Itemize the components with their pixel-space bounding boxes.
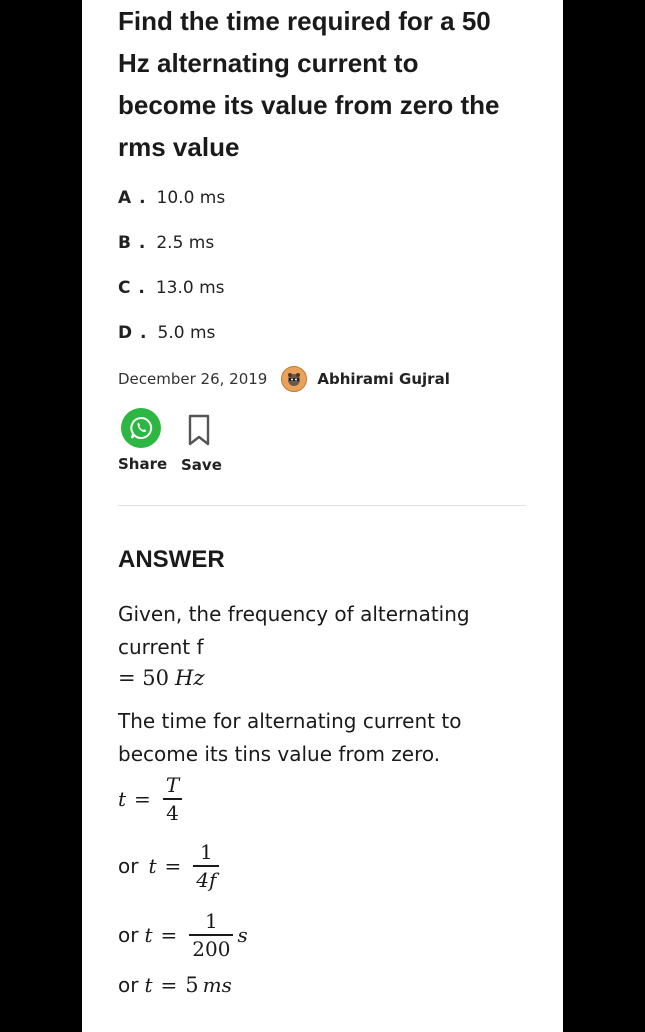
fraction (193, 839, 219, 893)
given-equation (118, 666, 204, 690)
var-t: t (144, 922, 153, 947)
var-t: t (144, 973, 153, 997)
result-value: 5 (185, 973, 199, 997)
option-text: 5.0 ms (157, 323, 216, 343)
answer-heading: ANSWER (118, 546, 225, 573)
unit-s: s (237, 922, 248, 947)
numerator: 1 (205, 909, 218, 933)
option-letter: D . (118, 323, 148, 343)
numerator: 1 (199, 840, 213, 864)
share-label[interactable]: Share (118, 455, 168, 473)
fraction (163, 772, 182, 826)
equals-sign: = (134, 786, 151, 811)
whatsapp-icon (128, 415, 154, 441)
avatar[interactable] (281, 366, 307, 392)
article-card (82, 0, 563, 1032)
var-t: t (148, 853, 157, 878)
question-title: Find the time required for a 50 Hz alternating current to become its value from zero the rms value (118, 6, 500, 162)
equation-2 (118, 839, 223, 893)
option-c[interactable] (118, 276, 225, 300)
equation-4 (118, 973, 232, 997)
equals-sign: = (164, 853, 182, 878)
denominator: 4 (166, 800, 179, 825)
option-text: 2.5 ms (156, 233, 215, 253)
or-label: or (118, 922, 139, 947)
option-letter: B . (118, 233, 147, 253)
given-eq-unit: Hz (175, 666, 205, 690)
author-name[interactable]: Abhirami Gujral (317, 370, 450, 388)
equals-sign: = (160, 973, 178, 997)
option-text: 13.0 ms (155, 278, 225, 298)
equals-sign: = (160, 922, 178, 947)
option-d[interactable] (118, 321, 215, 345)
option-letter: C . (118, 278, 146, 298)
or-label: or (118, 973, 139, 997)
raccoon-icon (286, 371, 302, 387)
given-text: Given, the frequency of alternating current f (118, 602, 470, 659)
post-meta (118, 366, 450, 392)
save-label[interactable]: Save (181, 456, 222, 474)
numerator: T (165, 773, 180, 797)
bookmark-icon[interactable] (184, 413, 214, 447)
equation-3 (118, 908, 248, 962)
time-text: The time for alternating current to become its tins value from zero. (118, 709, 462, 766)
action-bar (118, 405, 318, 480)
denominator: 4f (196, 867, 217, 892)
whatsapp-share-button[interactable] (121, 408, 161, 448)
given-eq-value: = 50 (118, 666, 169, 690)
divider (118, 505, 526, 506)
fraction (189, 908, 233, 962)
result-unit: ms (202, 973, 232, 997)
var-t: t (118, 786, 127, 811)
or-label: or (118, 853, 139, 878)
post-date: December 26, 2019 (118, 370, 268, 388)
option-a[interactable] (118, 186, 225, 210)
denominator: 200 (192, 936, 231, 961)
option-b[interactable] (118, 231, 214, 255)
equation-1 (118, 772, 186, 826)
option-text: 10.0 ms (156, 188, 226, 208)
option-letter: A . (118, 188, 147, 208)
